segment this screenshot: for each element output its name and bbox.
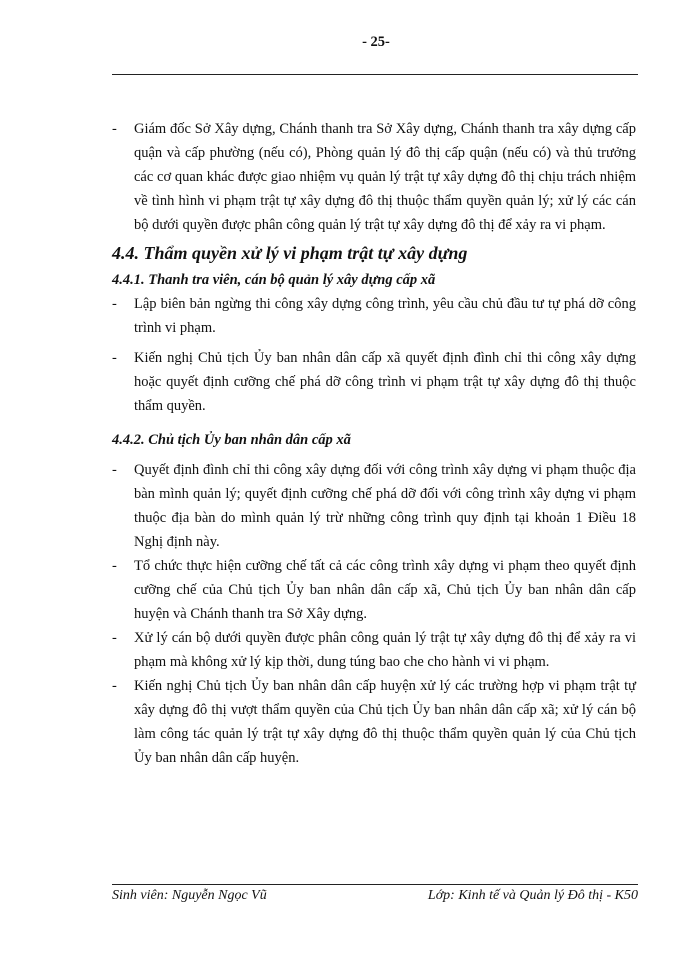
bullet-dash: -	[112, 678, 117, 694]
section-heading-4-4: 4.4. Thẩm quyền xử lý vi phạm trật tự xây dựng	[112, 243, 468, 263]
list-item	[112, 292, 636, 340]
list-item-text: Tổ chức thực hiện cưỡng chế tất cả các công trình xây dựng vi phạm theo quyết định cưỡng chế của Chủ tịch Ủy ban nhân dân cấp xã, Chủ tịch Ủy ban nhân dân cấp huyện và Chánh thanh tra Sở Xây dựng.	[134, 558, 636, 622]
list-item-text: Quyết định đình chỉ thi công xây dựng đối với công trình xây dựng vi phạm thuộc địa bàn mình quản lý; quyết định cưỡng chế phá dỡ đối với công trình xây dựng vi phạm thuộc địa bàn do mình quản lý trừ những công trình quy định tại khoản 1 Điều 18 Nghị định này.	[134, 462, 636, 550]
list-item	[112, 117, 636, 237]
bullet-dash: -	[112, 630, 117, 646]
bullet-dash: -	[112, 121, 117, 137]
subsection-heading-4-4-2: 4.4.2. Chủ tịch Ủy ban nhân dân cấp xã	[112, 432, 351, 448]
list-item	[112, 674, 636, 770]
subsection-heading-4-4-1: 4.4.1. Thanh tra viên, cán bộ quản lý xây dựng cấp xã	[112, 272, 436, 288]
list-item	[112, 554, 636, 626]
bullet-dash: -	[112, 558, 117, 574]
bullet-dash: -	[112, 296, 117, 312]
list-item	[112, 626, 636, 674]
list-item-text: Kiến nghị Chủ tịch Ủy ban nhân dân cấp huyện xử lý các trường hợp vi phạm trật tự xây dựng đô thị vượt thẩm quyền của Chủ tịch Ủy ban nhân dân cấp xã; xử lý cán bộ làm công tác quản lý trật tự xây dựng đô thị thuộc thẩm quyền quản lý của Chủ tịch Ủy ban nhân dân cấp huyện.	[134, 678, 636, 766]
header-divider	[112, 74, 638, 75]
list-item-text: Xử lý cán bộ dưới quyền được phân công quản lý trật tự xây dựng đô thị để xảy ra vi phạm mà không xử lý kịp thời, dung túng bao che cho hành vi vi phạm.	[134, 630, 636, 670]
footer-class: Lớp: Kinh tế và Quản lý Đô thị - K50	[427, 888, 638, 903]
bullet-dash: -	[112, 350, 117, 366]
list-item-text: Giám đốc Sở Xây dựng, Chánh thanh tra Sở Xây dựng, Chánh thanh tra xây dựng cấp quận và cấp phường (nếu có), Phòng quản lý đô thị cấp quận (nếu có) và thủ trưởng các cơ quan khác được giao nhiệm vụ quản lý trật tự xây dựng đô thị chịu trách nhiệm về tình hình vi phạm trật tự xây dựng đô thị thuộc thẩm quyền quản lý; xử lý các cán bộ dưới quyền được phân công quản lý trật tự xây dựng đô thị để xảy ra vi phạm.	[134, 121, 636, 233]
footer-student: Sinh viên: Nguyễn Ngọc Vũ	[112, 888, 267, 903]
bullet-dash: -	[112, 462, 117, 478]
list-item	[112, 458, 636, 554]
page-number: - 25-	[362, 34, 390, 50]
footer-divider	[112, 884, 638, 885]
list-item	[112, 346, 636, 418]
page-body	[112, 117, 636, 770]
list-item-text: Lập biên bản ngừng thi công xây dựng công trình, yêu cầu chủ đầu tư tự phá dỡ công trình vi phạm.	[134, 296, 636, 336]
list-item-text: Kiến nghị Chủ tịch Ủy ban nhân dân cấp xã quyết định đình chỉ thi công xây dựng hoặc quyết định cưỡng chế phá dỡ công trình vi phạm trật tự xây dựng đô thị thuộc thẩm quyền.	[134, 350, 636, 414]
